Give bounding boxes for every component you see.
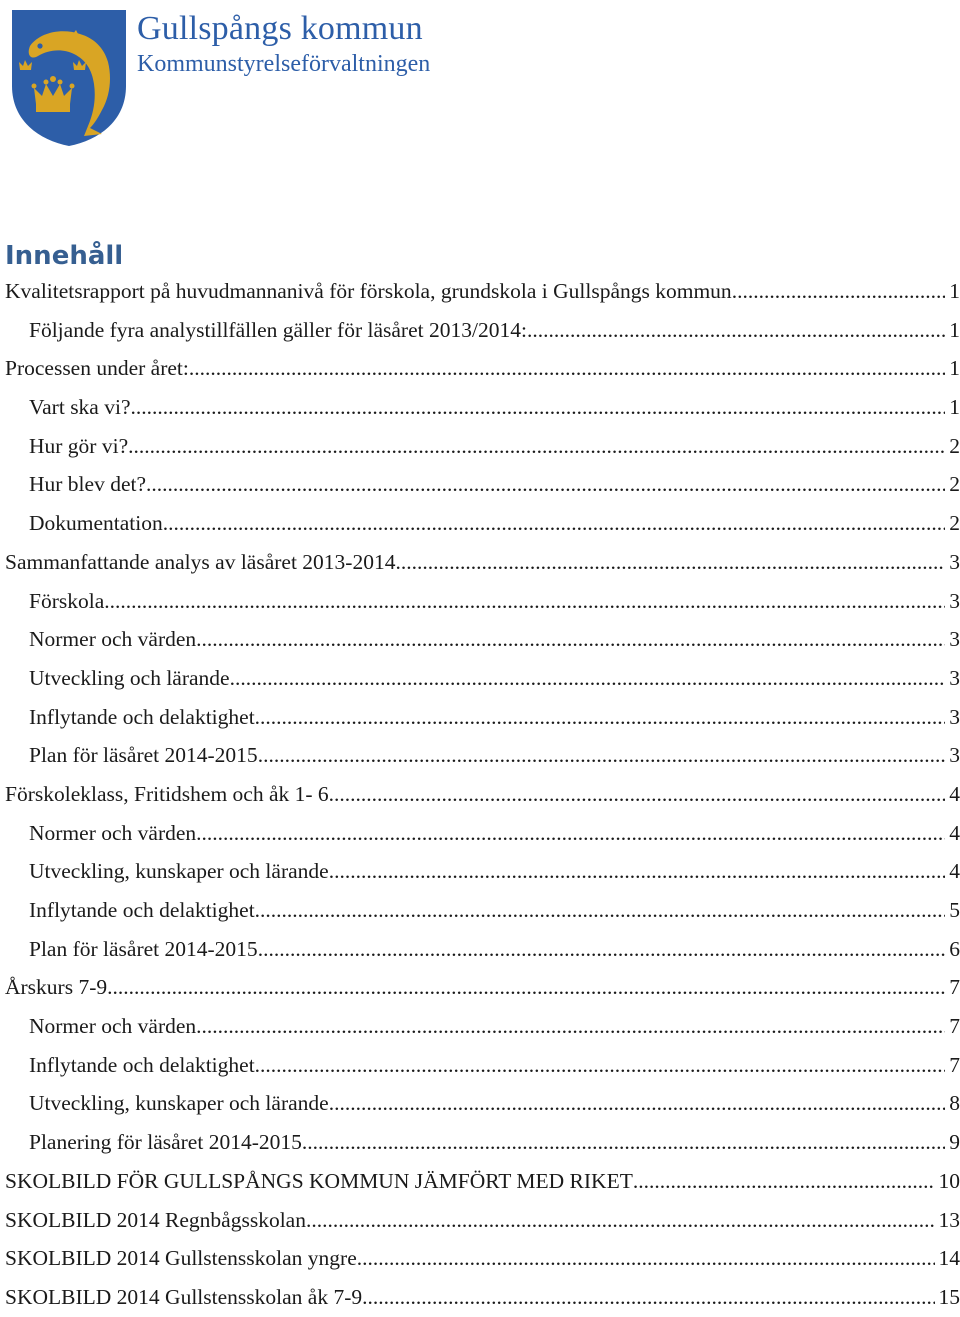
toc-dot-leader xyxy=(104,582,945,621)
toc-dot-leader xyxy=(196,814,945,853)
toc-page-number[interactable]: 1 xyxy=(945,349,960,388)
toc-entry-text[interactable]: Hur blev det? xyxy=(29,465,146,504)
toc-entry-text[interactable]: Utveckling, kunskaper och lärande xyxy=(29,1084,329,1123)
coat-of-arms-icon xyxy=(10,8,128,148)
toc-entry[interactable] xyxy=(5,465,960,504)
toc-entry-text[interactable]: Inflytande och delaktighet xyxy=(29,1046,255,1085)
toc-entry-text[interactable]: SKOLBILD 2014 Gullstensskolan åk 7-9 xyxy=(5,1278,362,1317)
toc-entry-text[interactable]: SKOLBILD 2014 Regnbågsskolan xyxy=(5,1201,306,1240)
toc-entry[interactable] xyxy=(5,388,960,427)
toc-entry-text[interactable]: Normer och värden xyxy=(29,620,196,659)
toc-entry-text[interactable]: Följande fyra analystillfällen gäller för läsåret 2013/2014: xyxy=(29,311,527,350)
toc-dot-leader xyxy=(329,775,946,814)
toc-entry-text[interactable]: Processen under året: xyxy=(5,349,189,388)
toc-entry-text[interactable]: Plan för läsåret 2014-2015 xyxy=(29,736,258,775)
toc-entry[interactable] xyxy=(5,659,960,698)
toc-entry[interactable] xyxy=(5,620,960,659)
toc-entry-text[interactable]: Vart ska vi? xyxy=(29,388,131,427)
toc-entry-text[interactable]: Sammanfattande analys av läsåret 2013-2014 xyxy=(5,543,395,582)
toc-dot-leader xyxy=(633,1162,935,1201)
toc-entry-text[interactable]: Inflytande och delaktighet xyxy=(29,698,255,737)
toc-dot-leader xyxy=(146,465,945,504)
toc-page-number[interactable]: 3 xyxy=(945,736,960,775)
document-header xyxy=(10,8,490,148)
toc-page-number[interactable]: 3 xyxy=(945,698,960,737)
toc-entry[interactable] xyxy=(5,814,960,853)
toc-dot-leader xyxy=(306,1201,935,1240)
toc-page-number[interactable]: 7 xyxy=(945,968,960,1007)
toc-title: Innehåll xyxy=(5,236,123,276)
toc-page-number[interactable]: 6 xyxy=(945,930,960,969)
toc-entry-text[interactable]: Plan för läsåret 2014-2015 xyxy=(29,930,258,969)
toc-page-number[interactable]: 9 xyxy=(945,1123,960,1162)
toc-entry-text[interactable]: Förskola xyxy=(29,582,104,621)
toc-page-number[interactable]: 7 xyxy=(945,1046,960,1085)
toc-entry[interactable] xyxy=(5,272,960,311)
toc-dot-leader xyxy=(329,852,946,891)
toc-page-number[interactable]: 7 xyxy=(945,1007,960,1046)
toc-entry[interactable] xyxy=(5,1201,960,1240)
toc-dot-leader xyxy=(107,968,945,1007)
toc-dot-leader xyxy=(357,1239,935,1278)
table-of-contents xyxy=(5,272,960,1317)
toc-page-number[interactable]: 2 xyxy=(945,504,960,543)
toc-page-number[interactable]: 4 xyxy=(945,852,960,891)
toc-page-number[interactable]: 3 xyxy=(945,659,960,698)
toc-entry[interactable] xyxy=(5,582,960,621)
toc-entry[interactable] xyxy=(5,543,960,582)
toc-dot-leader xyxy=(302,1123,945,1162)
toc-entry[interactable] xyxy=(5,930,960,969)
toc-entry[interactable] xyxy=(5,852,960,891)
toc-dot-leader xyxy=(732,272,946,311)
toc-dot-leader xyxy=(163,504,945,543)
toc-dot-leader xyxy=(196,620,945,659)
toc-entry-text[interactable]: Utveckling, kunskaper och lärande xyxy=(29,852,329,891)
toc-page-number[interactable]: 8 xyxy=(945,1084,960,1123)
toc-entry-text[interactable]: Förskoleklass, Fritidshem och åk 1- 6 xyxy=(5,775,329,814)
toc-dot-leader xyxy=(527,311,945,350)
toc-dot-leader xyxy=(329,1084,946,1123)
toc-dot-leader xyxy=(395,543,945,582)
toc-dot-leader xyxy=(258,736,946,775)
toc-entry[interactable] xyxy=(5,698,960,737)
toc-dot-leader xyxy=(128,427,945,466)
toc-entry[interactable] xyxy=(5,891,960,930)
toc-entry-text[interactable]: Utveckling och lärande xyxy=(29,659,230,698)
toc-entry[interactable] xyxy=(5,1239,960,1278)
toc-entry-text[interactable]: SKOLBILD FÖR GULLSPÅNGS KOMMUN JÄMFÖRT MED RIKET xyxy=(5,1162,633,1201)
toc-entry-text[interactable]: Hur gör vi? xyxy=(29,427,128,466)
toc-entry-text[interactable]: SKOLBILD 2014 Gullstensskolan yngre xyxy=(5,1239,357,1278)
toc-page-number[interactable]: 14 xyxy=(935,1239,960,1278)
toc-dot-leader xyxy=(189,349,945,388)
toc-page-number[interactable]: 15 xyxy=(935,1278,960,1317)
toc-entry[interactable] xyxy=(5,736,960,775)
toc-page-number[interactable]: 2 xyxy=(945,465,960,504)
toc-page-number[interactable]: 1 xyxy=(945,388,960,427)
toc-entry[interactable] xyxy=(5,1123,960,1162)
toc-page-number[interactable]: 2 xyxy=(945,427,960,466)
toc-entry[interactable] xyxy=(5,1162,960,1201)
toc-entry-text[interactable]: Inflytande och delaktighet xyxy=(29,891,255,930)
toc-page-number[interactable]: 13 xyxy=(935,1201,960,1240)
toc-entry[interactable] xyxy=(5,1278,960,1317)
toc-entry-text[interactable]: Årskurs 7-9 xyxy=(5,968,107,1007)
toc-entry-text[interactable]: Planering för läsåret 2014-2015 xyxy=(29,1123,302,1162)
toc-entry-text[interactable]: Kvalitetsrapport på huvudmannanivå för förskola, grundskola i Gullspångs kommun xyxy=(5,272,732,311)
toc-page-number[interactable]: 10 xyxy=(935,1162,960,1201)
toc-entry[interactable] xyxy=(5,968,960,1007)
toc-entry[interactable] xyxy=(5,1084,960,1123)
toc-page-number[interactable]: 3 xyxy=(945,620,960,659)
toc-page-number[interactable]: 1 xyxy=(945,311,960,350)
toc-entry[interactable] xyxy=(5,349,960,388)
toc-dot-leader xyxy=(255,698,946,737)
toc-entry-text[interactable]: Dokumentation xyxy=(29,504,163,543)
toc-dot-leader xyxy=(230,659,946,698)
toc-dot-leader xyxy=(255,891,946,930)
toc-page-number[interactable]: 4 xyxy=(945,814,960,853)
toc-page-number[interactable]: 5 xyxy=(945,891,960,930)
toc-dot-leader xyxy=(196,1007,945,1046)
toc-page-number[interactable]: 4 xyxy=(945,775,960,814)
toc-entry-text[interactable]: Normer och värden xyxy=(29,814,196,853)
organization-name-block xyxy=(137,10,430,78)
toc-dot-leader xyxy=(258,930,946,969)
toc-entry[interactable] xyxy=(5,311,960,350)
toc-entry-text[interactable]: Normer och värden xyxy=(29,1007,196,1046)
toc-entry[interactable] xyxy=(5,504,960,543)
toc-page-number[interactable]: 1 xyxy=(945,272,960,311)
toc-entry[interactable] xyxy=(5,1007,960,1046)
toc-entry[interactable] xyxy=(5,1046,960,1085)
toc-page-number[interactable]: 3 xyxy=(945,543,960,582)
toc-dot-leader xyxy=(131,388,946,427)
toc-dot-leader xyxy=(362,1278,934,1317)
organization-unit: Kommunstyrelseförvaltningen xyxy=(137,50,430,78)
toc-page-number[interactable]: 3 xyxy=(945,582,960,621)
toc-dot-leader xyxy=(255,1046,946,1085)
organization-name: Gullspångs kommun xyxy=(137,10,430,48)
toc-entry[interactable] xyxy=(5,427,960,466)
toc-entry[interactable] xyxy=(5,775,960,814)
